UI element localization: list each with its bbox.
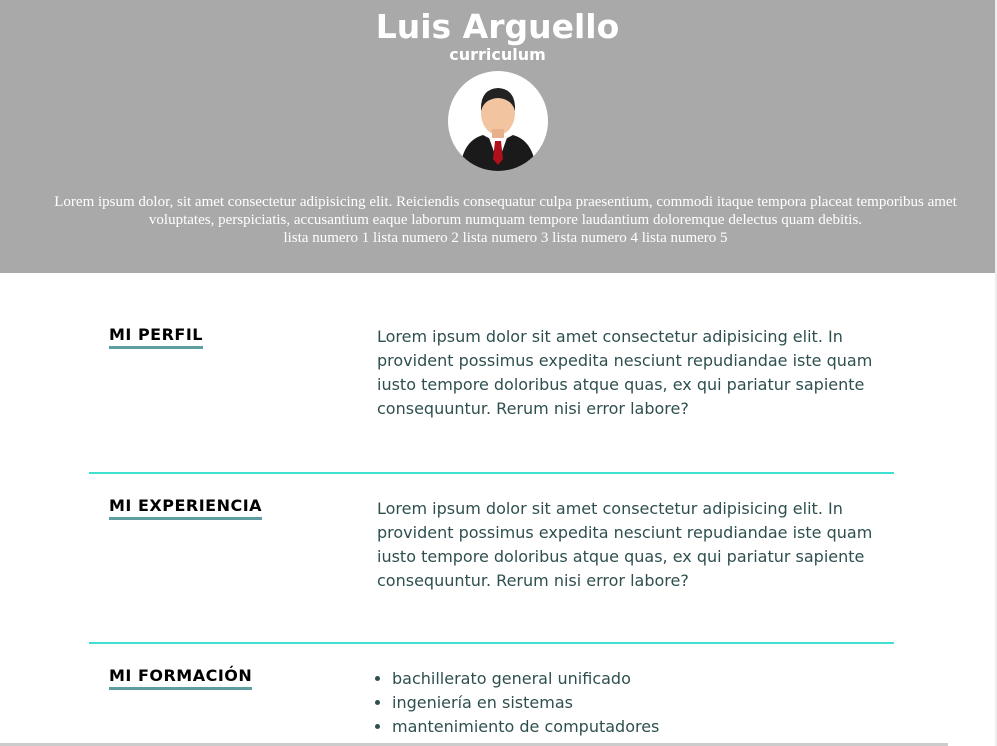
list-item: • ingeniería en sistemas [392,691,882,715]
section-text: Lorem ipsum dolor sit amet consectetur adipisicing elit. In provident possimus expedita nesciunt repudiandae iste quam iusto tempore doloribus atque quas, ex qui pariatur sapiente consequuntur. Rerum nisi error labore? [377,327,873,418]
avatar [448,71,548,171]
header [0,0,995,273]
section-title: MI EXPERIENCIA [109,496,262,520]
subtitle: curriculum [449,45,546,64]
education-list [377,667,882,739]
section-education [89,642,894,736]
section-text: Lorem ipsum dolor sit amet consectetur adipisicing elit. In provident possimus expedita nesciunt repudiandae iste quam iusto tempore doloribus atque quas, ex qui pariatur sapiente consequuntur. Rerum nisi error labore? [377,499,873,590]
list-item: • mantenimiento de computadores [392,715,882,739]
page-title: Luis Arguello [375,7,620,46]
intro-list: lista numero 1 lista numero 2 lista numero 3 lista numero 4 lista numero 5 [283,230,728,246]
section-title: MI PERFIL [109,325,203,349]
intro-text: Lorem ipsum dolor, sit amet consectetur adipisicing elit. Reiciendis consequatur culpa praesentium, commodi itaque tempora placeat temporibus amet voluptates, perspiciatis, accusantium eaque laborum numquam tempore laudantium doloremque delectus quam debitis. [54,194,957,228]
section-experience [89,472,894,590]
list-item: • bachillerato general unificado [392,667,882,691]
section-title: MI FORMACIÓN [109,666,252,690]
businessman-icon [448,71,548,171]
